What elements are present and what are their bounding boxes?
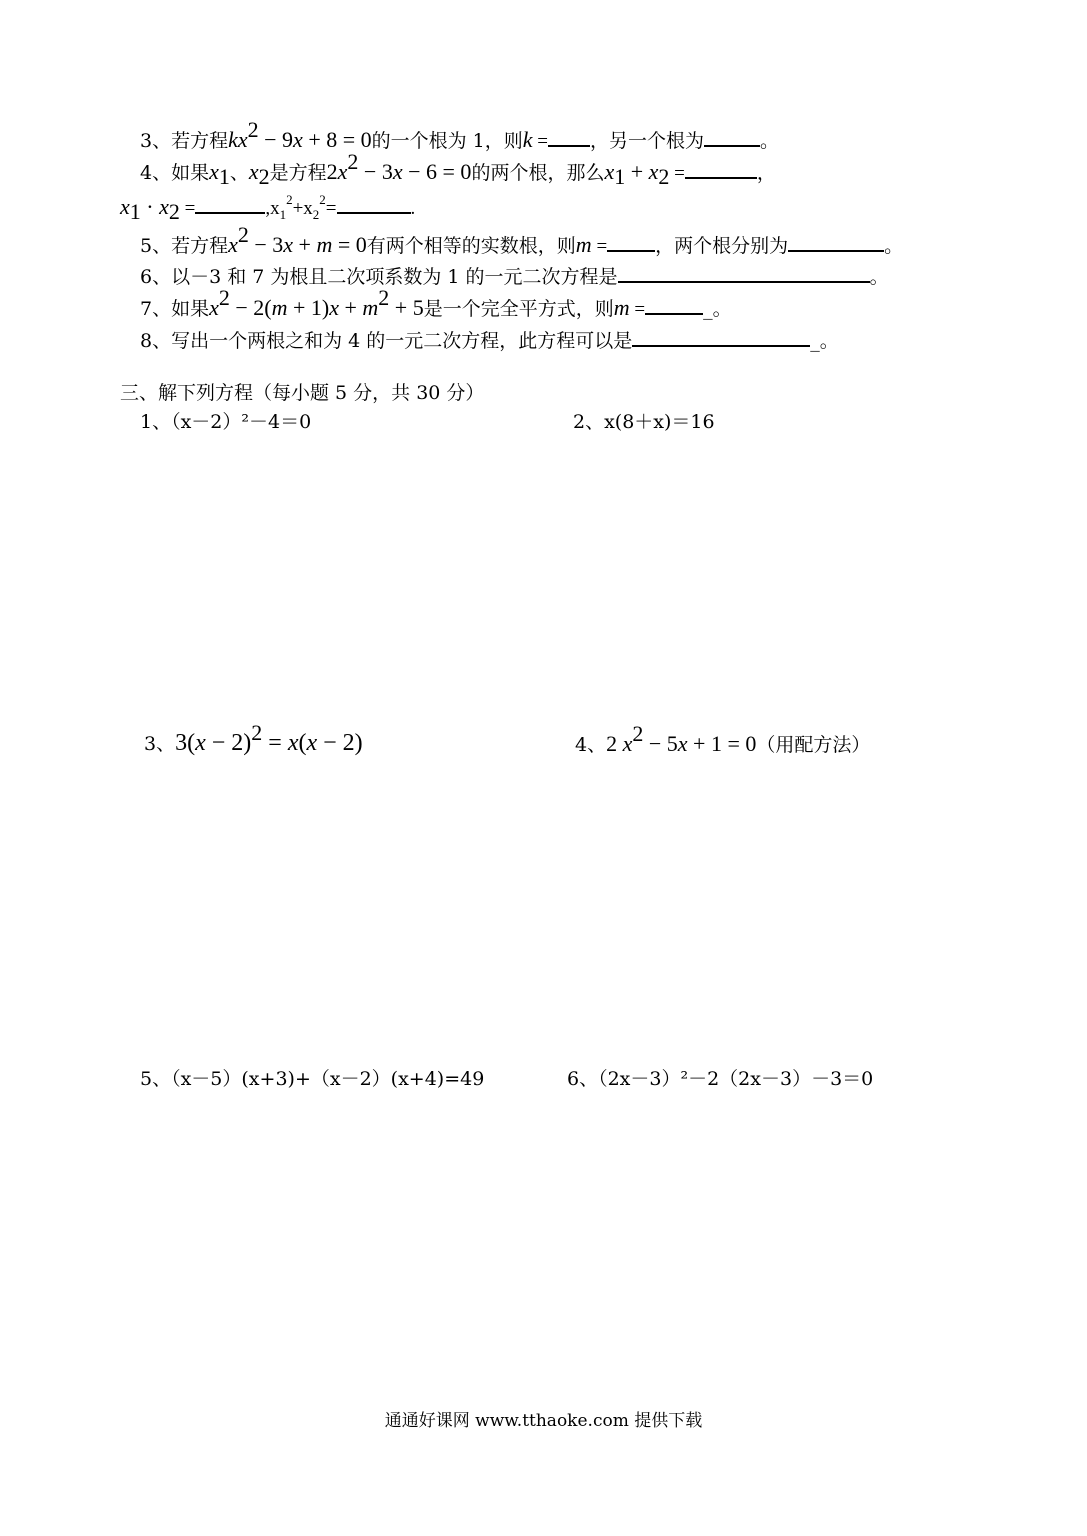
q8-text: 8、写出一个两根之和为 4 的一元二次方程，此方程可以是	[140, 330, 633, 352]
q4b-eq2: =	[325, 198, 337, 219]
problem-4-note: （用配方法）	[756, 734, 871, 756]
question-5	[140, 222, 904, 260]
q4-mid2: 的两个根，那么	[471, 162, 605, 184]
q5-eq: =	[591, 236, 608, 257]
q3-blank-root[interactable]	[704, 127, 760, 147]
problem-3	[144, 720, 363, 757]
q8-end: _。	[810, 330, 839, 352]
q7-expression: $x^2 - 2(m + 1)x + m^2 + 5$	[209, 285, 424, 320]
q4-mid1: 是方程	[269, 162, 327, 184]
q6-end: 。	[869, 266, 889, 288]
problem-4-equation: 2 $x^2 - 5x + 1 = 0$	[606, 721, 757, 756]
q4-sumsq: $x_1^2+x_2^2$	[270, 192, 326, 222]
problem-4	[575, 721, 871, 758]
problem-3-equation: $3(x - 2)^2 = x(x - 2)$	[175, 720, 363, 756]
q4-eq: =	[669, 163, 685, 184]
q4-blank-product[interactable]	[195, 194, 265, 214]
q4-blank-sumsq[interactable]	[337, 194, 411, 214]
q4-equation: $2x^2 - 3x - 6 = 0$	[326, 149, 472, 184]
q3-blank-k[interactable]	[548, 127, 590, 147]
q7-end: _。	[703, 298, 732, 320]
q4-end: ，	[756, 162, 776, 184]
question-4-cont	[120, 194, 415, 222]
problem-2: 2、x(8＋x)＝16	[573, 411, 715, 433]
q6-text: 6、以－3 和 7 为根且二次项系数为 1 的一元二次方程是	[140, 266, 618, 288]
q4-x2: $x_2$	[248, 159, 270, 189]
q7-m-var: m	[613, 295, 630, 320]
section-3-title: 三、解下列方程（每小题 5 分，共 30 分）	[120, 382, 485, 404]
question-8	[140, 327, 839, 354]
q4-sum: $x_1 + x_2$	[604, 159, 670, 189]
q4-blank-sum[interactable]	[685, 159, 757, 179]
q5-equation: $x^2 - 3x + m = 0$	[228, 222, 367, 257]
q5-m-var: m	[575, 232, 592, 257]
q4b-comma: ,	[265, 198, 271, 219]
q5-blank-roots[interactable]	[788, 232, 884, 252]
q3-mid2: ，另一个根为	[590, 130, 705, 152]
q4-x1: $x_1$	[209, 159, 230, 189]
q3-mid1: 的一个根为 1，则	[371, 130, 523, 152]
q3-eq: =	[532, 131, 549, 152]
q5-blank-m[interactable]	[607, 232, 655, 252]
q3-end: 。	[760, 130, 780, 152]
q4-prefix: 4、如果	[140, 162, 210, 184]
page-footer: 通通好课网 www.tthaoke.com 提供下载	[384, 1411, 703, 1431]
problem-1: 1、（x－2）²－4＝0	[140, 411, 312, 433]
q7-mid: 是一个完全平方式，则	[423, 298, 614, 320]
q6-blank[interactable]	[618, 263, 870, 283]
problem-3-num: 3、	[144, 733, 176, 755]
q5-end: 。	[884, 235, 904, 257]
question-7	[140, 285, 732, 323]
problem-4-num: 4、	[575, 734, 607, 756]
q4-product: $x_1 \cdot x_2$	[120, 194, 180, 224]
q5-prefix: 5、若方程	[140, 235, 229, 257]
q5-mid2: ，两个根分别为	[655, 235, 789, 257]
q5-mid1: 有两个相等的实数根，则	[366, 235, 576, 257]
q7-eq: =	[629, 299, 646, 320]
q3-prefix: 3、若方程	[140, 130, 229, 152]
q8-blank[interactable]	[632, 327, 810, 347]
q3-k-var: k	[522, 127, 533, 152]
q4-sep: 、	[229, 162, 249, 184]
question-6	[140, 263, 889, 290]
q3-equation: $kx^2 - 9x + 8 = 0$	[228, 117, 372, 152]
question-3	[140, 117, 780, 155]
q7-prefix: 7、如果	[140, 298, 210, 320]
q4b-end: .	[410, 198, 416, 219]
problem-6: 6、（2x－3）²－2（2x－3）－3＝0	[567, 1068, 874, 1090]
problem-5: 5、（x－5）(x+3)+（x－2）(x+4)=49	[140, 1068, 485, 1090]
q7-blank[interactable]	[645, 295, 703, 315]
question-4	[140, 149, 776, 189]
q4b-eq: =	[179, 198, 196, 219]
